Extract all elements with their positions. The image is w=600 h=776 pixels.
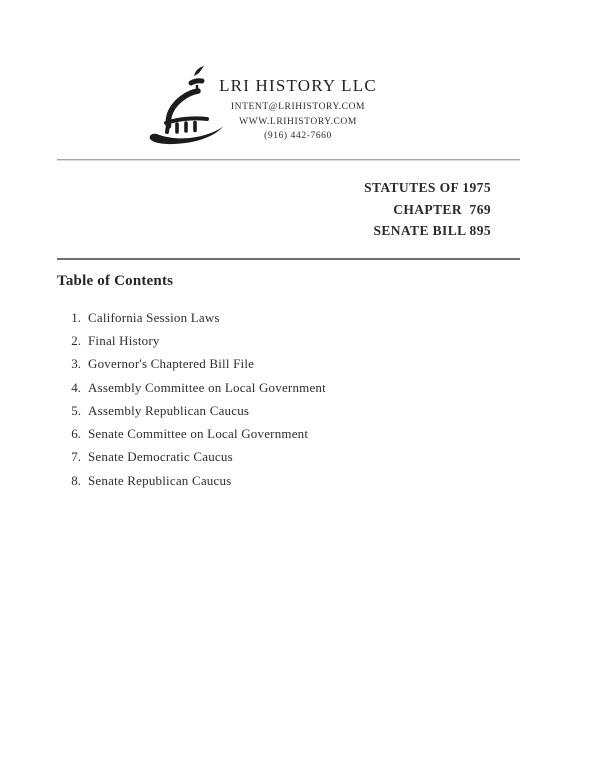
- toc-item-number: 4.: [71, 379, 81, 395]
- company-website: WWW.LRIHISTORY.COM: [239, 116, 357, 127]
- toc-item: [60, 469, 480, 492]
- toc-item: [60, 422, 480, 445]
- toc-item: [60, 446, 480, 469]
- toc-list: [60, 306, 480, 492]
- company-name: LRI HISTORY LLC: [219, 76, 377, 95]
- bill-reference: [364, 177, 491, 242]
- toc-item: [60, 306, 480, 329]
- toc-item: [60, 376, 480, 399]
- toc-item-number: 8.: [71, 472, 81, 488]
- toc-item-number: 5.: [71, 402, 81, 418]
- toc-item-number: 1.: [71, 309, 81, 325]
- toc-item-label: Senate Republican Caucus: [88, 472, 232, 488]
- toc-item-label: Governor's Chaptered Bill File: [88, 356, 255, 372]
- divider-bottom: [57, 258, 520, 260]
- toc-item-number: 3.: [71, 356, 81, 372]
- chapter-line: CHAPTER 769: [393, 201, 491, 217]
- toc-item: [60, 353, 480, 376]
- toc-title: Table of Contents: [57, 273, 174, 289]
- toc-item-number: 6.: [71, 426, 81, 442]
- letterhead: [148, 75, 448, 144]
- toc-item: [60, 329, 480, 352]
- toc-item-number: 2.: [71, 332, 81, 348]
- senate-bill-line: SENATE BILL 895: [373, 223, 491, 238]
- toc-item-label: Assembly Committee on Local Government: [88, 379, 326, 395]
- divider-top: [57, 159, 520, 161]
- toc-item-label: Senate Democratic Caucus: [88, 449, 233, 465]
- toc-item-label: California Session Laws: [88, 309, 220, 325]
- company-phone: (916) 442-7660: [264, 131, 332, 141]
- toc-item-number: 7.: [71, 449, 81, 465]
- toc-item-label: Final History: [88, 332, 160, 348]
- company-email: INTENT@LRIHISTORY.COM: [230, 102, 366, 112]
- toc-item-label: Assembly Republican Caucus: [88, 402, 250, 418]
- toc-item: [60, 399, 480, 422]
- toc-item-label: Senate Committee on Local Government: [88, 426, 309, 442]
- statutes-line: STATUTES OF 1975: [364, 180, 491, 195]
